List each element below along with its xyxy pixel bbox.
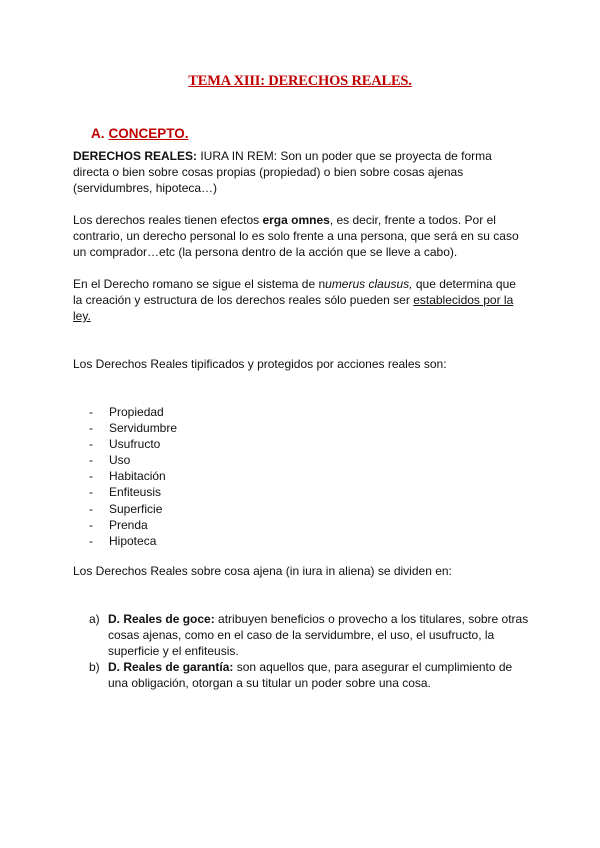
paragraph-types-intro: Los Derechos Reales sobre cosa ajena (in iura in aliena) se dividen en:: [73, 564, 452, 578]
list-item-label: Prenda: [109, 517, 148, 532]
section-label: CONCEPTO.: [108, 126, 189, 141]
erga-omnes-term: erga omnes: [262, 213, 330, 227]
list-item: [89, 484, 177, 500]
paragraph-erga-omnes: [73, 212, 525, 260]
list-item-label: Propiedad: [109, 405, 164, 419]
type-term: D. Reales de garantía:: [108, 660, 234, 674]
paragraph-definition: [73, 148, 525, 196]
list-item: [89, 659, 529, 691]
type-term: D. Reales de goce:: [108, 612, 215, 626]
paragraph-numerus-clausus: [73, 276, 525, 324]
erga-omnes-text-b: , es decir, frente a todos. Por el contrario, un derecho personal lo es solo frente a una persona, que será en su caso un comprador…etc (la persona dentro de la acción que se lleve a cabo).: [73, 213, 519, 259]
dash-bullet: -: [89, 469, 93, 484]
dash-bullet: -: [89, 421, 93, 436]
numerus-term: umerus clausus,: [325, 277, 413, 291]
list-item-label: Superficie: [109, 501, 163, 516]
section-heading: [91, 126, 189, 141]
paragraph-list-intro: Los Derechos Reales tipificados y protegidos por acciones reales son:: [73, 357, 447, 371]
definition-text: IURA IN REM: Son un poder que se proyecta de forma directa o bien sobre cosas propias (propiedad) o bien sobre cosas ajenas (servidumbres, hipoteca…): [73, 149, 492, 195]
list-marker: a): [89, 612, 100, 626]
list-item: [89, 517, 177, 533]
rights-list: [89, 404, 177, 549]
list-item: [89, 404, 177, 420]
type-text: atribuyen beneficios o provecho a los titulares, sobre otras cosas ajenas, como en el caso de la servidumbre, el uso, el usufructo, la superficie y el enfiteusis.: [108, 612, 529, 658]
list-item-label: Habitación: [109, 469, 166, 484]
list-item-label: Servidumbre: [109, 421, 178, 436]
section-letter: A.: [91, 126, 105, 141]
list-item-label: Uso: [109, 453, 131, 468]
numerus-text-a: En el Derecho romano se sigue el sistema de n: [73, 277, 326, 291]
list-item: [89, 533, 177, 549]
list-marker: b): [89, 660, 100, 674]
dash-bullet: -: [89, 437, 93, 452]
dash-bullet: -: [89, 405, 93, 419]
dash-bullet: -: [89, 517, 93, 532]
list-item: [89, 611, 529, 659]
definition-term: DERECHOS REALES:: [73, 149, 198, 163]
dash-bullet: -: [89, 485, 93, 500]
erga-omnes-text-a: Los derechos reales tienen efectos: [73, 213, 263, 227]
list-item: [89, 420, 177, 436]
numerus-underlined: establecidos por la ley.: [73, 293, 514, 323]
list-item: [89, 436, 177, 452]
type-text: son aquellos que, para asegurar el cumplimiento de una obligación, otorgan a su titular un poder sobre una cosa.: [108, 660, 513, 690]
list-item-label: Hipoteca: [109, 533, 157, 548]
list-item-label: Usufructo: [109, 437, 161, 452]
page-title: TEMA XIII: DERECHOS REALES.: [188, 73, 412, 89]
list-item: [89, 452, 177, 468]
dash-bullet: -: [89, 453, 93, 468]
dash-bullet: -: [89, 501, 93, 516]
types-list: [89, 611, 529, 691]
list-item: [89, 468, 177, 484]
dash-bullet: -: [89, 533, 93, 548]
numerus-text-b: que determina que la creación y estructura de los derechos reales sólo pueden ser: [73, 277, 516, 307]
list-item: [89, 501, 177, 517]
list-item-label: Enfiteusis: [109, 485, 162, 500]
